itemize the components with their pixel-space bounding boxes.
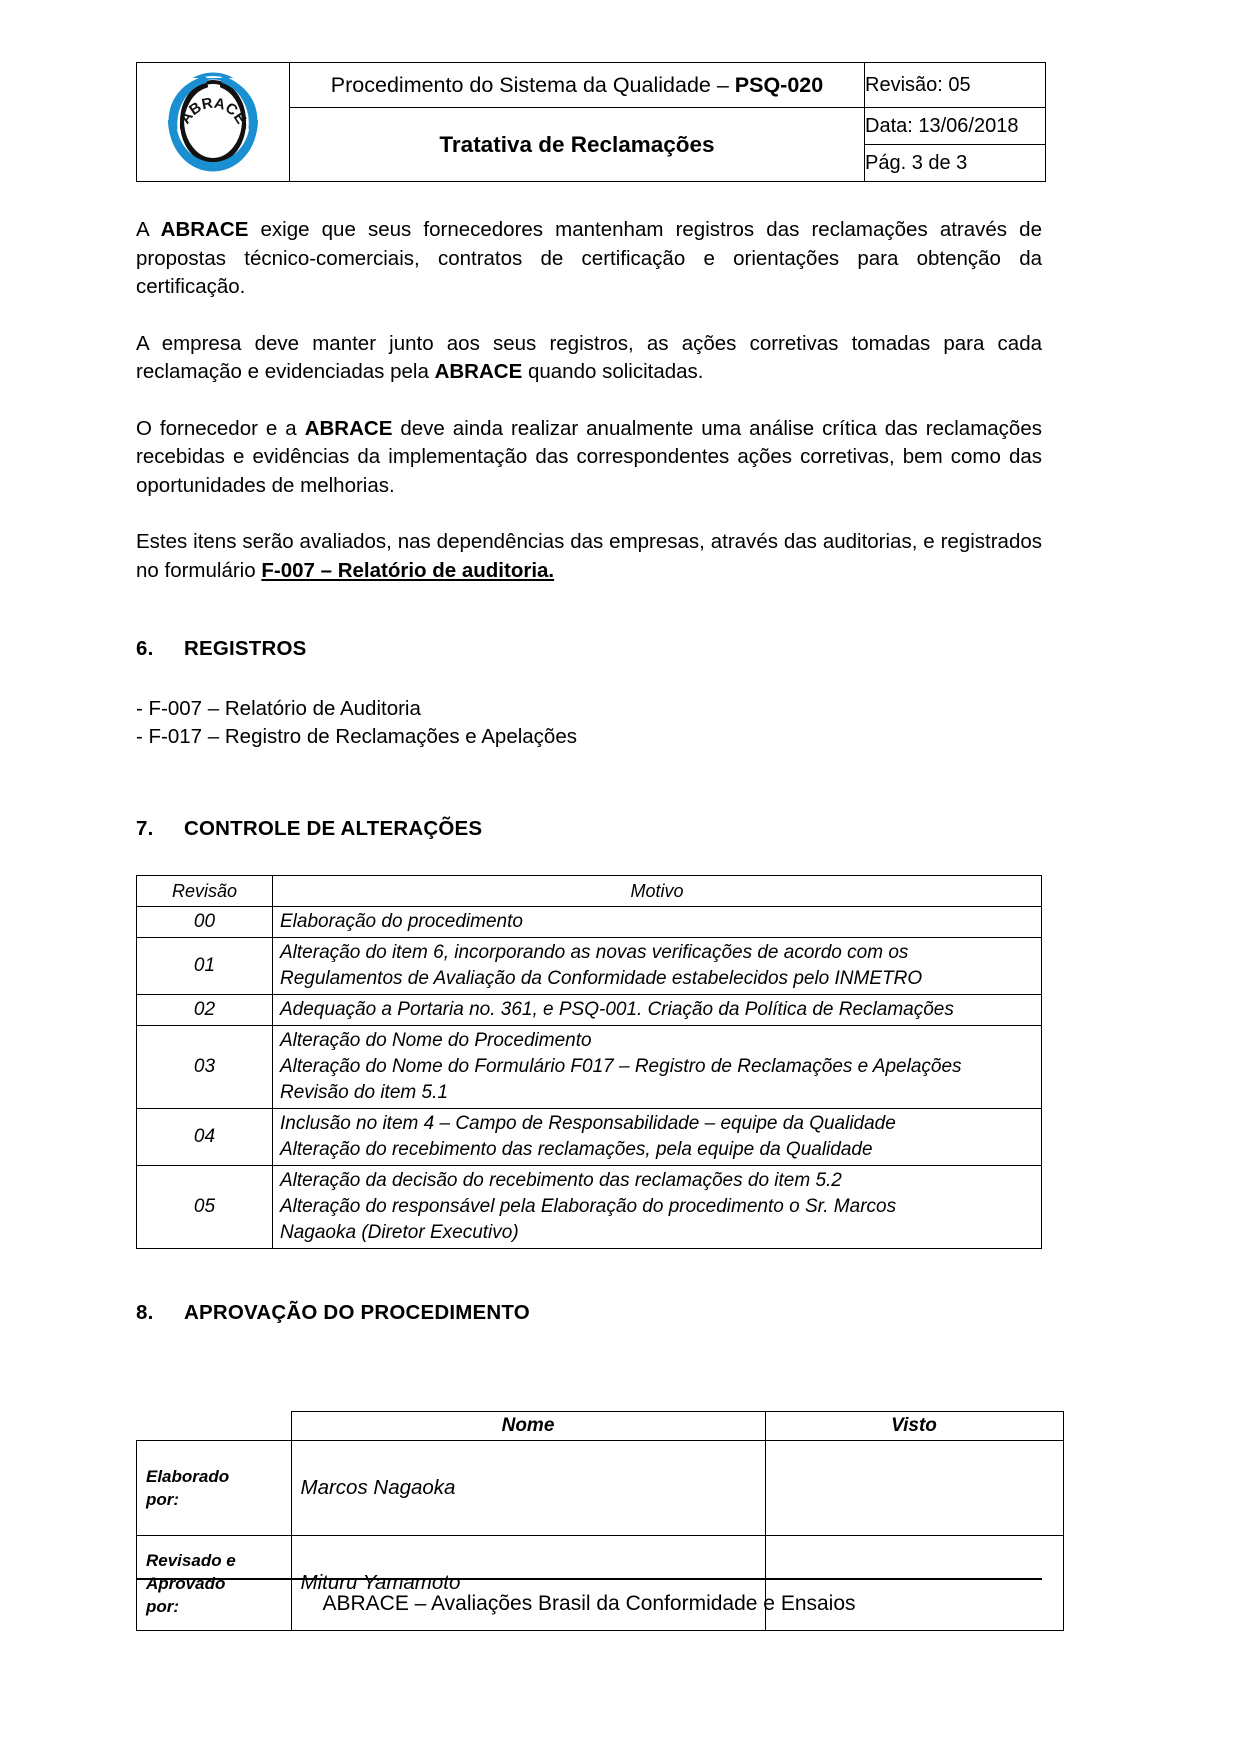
cell-motivo	[273, 1109, 1042, 1166]
doc-title-line-2: Tratativa de Reclamações	[290, 108, 865, 182]
p1-part-c: exige que seus fornecedores mantenham registros das reclamações através de propostas técnico-comerciais, contratos de certificação e orientações para obtenção da certificação.	[136, 218, 1042, 298]
table-row	[137, 1166, 1042, 1249]
role-line: Elaborado	[146, 1467, 230, 1486]
p3-brand: ABRACE	[304, 416, 393, 440]
cell-role	[137, 1441, 292, 1536]
paragraph-2	[136, 330, 1042, 387]
p1-brand: ABRACE	[160, 218, 249, 241]
role-line: por:	[146, 1490, 180, 1509]
p4-part-a: Estes itens serão avaliados, nas dependências das empresas, através das auditorias, e registrados no formulário	[136, 530, 1042, 582]
table-row	[137, 938, 1042, 995]
paragraph-4	[136, 528, 1042, 585]
p4-form-reference: F-007 – Relatório de auditoria.	[261, 558, 555, 582]
approval-header-blank	[137, 1412, 292, 1441]
table-row	[137, 1441, 1064, 1536]
cell-visto[interactable]	[765, 1441, 1063, 1536]
motivo-line: Alteração do Nome do Procedimento	[280, 1030, 592, 1051]
motivo-line: Regulamentos de Avaliação da Conformidade estabelecidos pelo INMETRO	[280, 968, 923, 989]
p2-part-a: A empresa deve manter junto aos seus registros, as ações corretivas tomadas para cada reclamação e evidenciadas pela	[136, 331, 1042, 383]
cell-revisao: 04	[137, 1109, 273, 1166]
cell-revisao: 00	[137, 907, 273, 938]
section-6-title: REGISTROS	[184, 637, 307, 660]
footer-text: ABRACE – Avaliações Brasil da Conformidade e Ensaios	[322, 1592, 856, 1615]
change-control-table	[136, 875, 1042, 1249]
paragraph-1	[136, 216, 1042, 302]
p2-brand: ABRACE	[434, 360, 523, 383]
cell-motivo	[273, 995, 1042, 1026]
registros-list	[136, 695, 1042, 751]
table-header-row	[137, 876, 1042, 907]
motivo-line: Alteração do responsável pela Elaboração do procedimento o Sr. Marcos	[280, 1196, 897, 1217]
paragraph-3	[136, 415, 1042, 501]
p3-part-c: deve ainda realizar anualmente uma análise crítica das reclamações recebidas e evidências da implementação das correspondentes ações corretivas, bem como das oportunidades de melhorias.	[136, 416, 1042, 497]
column-header-revisao: Revisão	[137, 876, 273, 907]
cell-revisao: 03	[137, 1026, 273, 1109]
table-header-row	[137, 1412, 1064, 1441]
motivo-line: Alteração do Nome do Formulário F017 – Registro de Reclamações e Apelações	[280, 1056, 962, 1077]
doc-title-prefix: Procedimento do Sistema da Qualidade –	[330, 72, 735, 97]
motivo-line: Alteração do recebimento das reclamações, pela equipe da Qualidade	[280, 1139, 873, 1160]
cell-revisao: 01	[137, 938, 273, 995]
role-line: Revisado e	[146, 1550, 236, 1570]
cell-motivo	[273, 938, 1042, 995]
section-8-heading	[136, 1301, 1042, 1325]
page-footer	[136, 1578, 1042, 1616]
motivo-line: Revisão do item 5.1	[280, 1082, 448, 1103]
column-header-nome: Nome	[291, 1412, 765, 1441]
p1-part-a: A	[136, 218, 161, 241]
table-row	[137, 1109, 1042, 1166]
section-7-heading	[136, 817, 1042, 841]
role-line: Aprovado	[146, 1573, 226, 1593]
date-cell: Data: 13/06/2018	[865, 108, 1046, 145]
p2-part-c: quando solicitadas.	[522, 360, 704, 383]
doc-code: PSQ-020	[734, 72, 824, 97]
table-row	[137, 995, 1042, 1026]
page-number-cell: Pág. 3 de 3	[865, 145, 1046, 182]
column-header-motivo: Motivo	[273, 876, 1042, 907]
page-content	[136, 62, 1042, 1631]
section-7-title: CONTROLE DE ALTERAÇÕES	[184, 817, 483, 840]
role-line: por:	[146, 1596, 180, 1616]
cell-motivo	[273, 1166, 1042, 1249]
cell-motivo	[273, 907, 1042, 938]
p3-part-a: O fornecedor e a	[136, 416, 305, 440]
abrace-logo-icon	[148, 72, 278, 172]
list-item: - F-007 – Relatório de Auditoria	[136, 697, 421, 720]
motivo-line: Elaboração do procedimento	[280, 911, 523, 932]
logo-cell	[137, 63, 290, 182]
cell-motivo	[273, 1026, 1042, 1109]
list-item: - F-017 – Registro de Reclamações e Apelações	[136, 725, 577, 748]
section-7-number: 7.	[136, 817, 154, 840]
cell-revisao: 02	[137, 995, 273, 1026]
cell-name: Marcos Nagaoka	[291, 1441, 765, 1536]
svg-text:ABRACE: ABRACE	[176, 94, 250, 128]
doc-title-line-1	[290, 63, 865, 108]
table-row	[137, 907, 1042, 938]
motivo-line: Inclusão no item 4 – Campo de Responsabilidade – equipe da Qualidade	[280, 1113, 896, 1134]
revision-cell: Revisão: 05	[865, 63, 1046, 108]
table-row	[137, 1026, 1042, 1109]
section-6-heading	[136, 637, 1042, 661]
column-header-visto: Visto	[765, 1412, 1063, 1441]
motivo-line: Alteração da decisão do recebimento das reclamações do item 5.2	[280, 1170, 842, 1191]
section-6-number: 6.	[136, 637, 154, 660]
cell-revisao: 05	[137, 1166, 273, 1249]
section-8-title: APROVAÇÃO DO PROCEDIMENTO	[184, 1301, 530, 1324]
motivo-line: Nagaoka (Diretor Executivo)	[280, 1222, 519, 1243]
motivo-line: Alteração do item 6, incorporando as novas verificações de acordo com os	[280, 942, 909, 963]
document-header-table	[136, 62, 1046, 182]
cell-name: Mituru Yamamoto	[291, 1536, 765, 1631]
section-8-number: 8.	[136, 1301, 154, 1324]
motivo-line: Adequação a Portaria no. 361, e PSQ-001. Criação da Política de Reclamações	[280, 999, 954, 1020]
